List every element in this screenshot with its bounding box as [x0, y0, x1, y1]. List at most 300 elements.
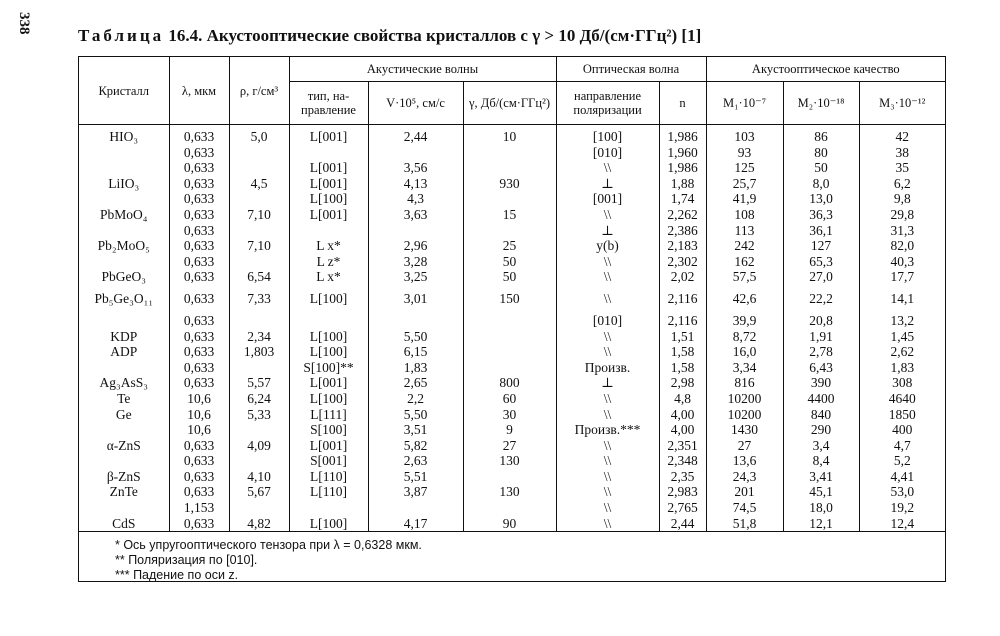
cell-refractive-index: 4,00: [659, 407, 706, 423]
cell-density: 4,10: [229, 469, 289, 485]
cell-m1: 103: [706, 125, 783, 145]
cell-velocity: 5,50: [368, 407, 463, 423]
cell-m2: 3,41: [783, 469, 859, 485]
cell-crystal: KDP: [110, 328, 138, 344]
cell-gamma: 10: [463, 125, 556, 145]
cell-density: [229, 422, 289, 438]
cell-gamma: [463, 160, 556, 176]
cell-m2: 2,78: [783, 344, 859, 360]
cell-polarization: \\: [556, 469, 659, 485]
cell-m1: 93: [706, 145, 783, 161]
cell-crystal: Pb₅Ge₃O₁₁: [94, 290, 154, 306]
cell-lambda: 0,633: [169, 360, 229, 376]
cell-density: 7,33: [229, 285, 289, 313]
cell-lambda: 10,6: [169, 422, 229, 438]
cell-velocity: 5,50: [368, 329, 463, 345]
cell-refractive-index: 2,116: [659, 313, 706, 329]
cell-velocity: 3,51: [368, 422, 463, 438]
cell-gamma: 930: [463, 176, 556, 192]
cell-m3: 42: [859, 125, 945, 145]
cell-m2: 50: [783, 160, 859, 176]
cell-m3: 4,7: [859, 438, 945, 454]
cell-crystal: LiIO₃: [108, 175, 140, 191]
cell-m3: 4640: [859, 391, 945, 407]
cell-gamma: 150: [463, 285, 556, 313]
cell-m1: 1430: [706, 422, 783, 438]
cell-wave-type: L[001]: [289, 375, 368, 391]
cell-m1: 27: [706, 438, 783, 454]
cell-m3: 1,83: [859, 360, 945, 376]
cell-refractive-index: 1,88: [659, 176, 706, 192]
cell-wave-type: S[100]: [289, 422, 368, 438]
cell-gamma: [463, 360, 556, 376]
cell-gamma: [463, 500, 556, 516]
cell-gamma: 30: [463, 407, 556, 423]
cell-gamma: [463, 313, 556, 329]
cell-m2: 65,3: [783, 254, 859, 270]
header-acoustic-waves: Акустические волны: [289, 57, 556, 82]
cell-lambda: 0,633: [169, 453, 229, 469]
table-row: [79, 207, 945, 223]
cell-gamma: [463, 469, 556, 485]
cell-m2: 80: [783, 145, 859, 161]
cell-lambda: 0,633: [169, 223, 229, 239]
cell-m3: 9,8: [859, 191, 945, 207]
cell-refractive-index: 1,51: [659, 329, 706, 345]
cell-density: [229, 313, 289, 329]
cell-density: [229, 160, 289, 176]
cell-m1: 42,6: [706, 285, 783, 313]
cell-wave-type: L[001]: [289, 438, 368, 454]
cell-m3: 38: [859, 145, 945, 161]
cell-gamma: 50: [463, 269, 556, 285]
cell-density: 4,82: [229, 516, 289, 532]
cell-gamma: 27: [463, 438, 556, 454]
cell-velocity: 2,63: [368, 453, 463, 469]
cell-crystal: [79, 254, 169, 270]
cell-wave-type: L[100]: [289, 391, 368, 407]
table-row: [79, 500, 945, 516]
header-polarization: направление поляризации: [556, 82, 659, 125]
cell-refractive-index: 4,00: [659, 422, 706, 438]
table-row: [79, 469, 945, 485]
cell-velocity: 3,01: [368, 285, 463, 313]
cell-refractive-index: 1,986: [659, 125, 706, 145]
cell-gamma: 60: [463, 391, 556, 407]
cell-lambda: 0,633: [169, 285, 229, 313]
cell-refractive-index: 1,960: [659, 145, 706, 161]
cell-wave-type: L[100]: [289, 516, 368, 532]
cell-velocity: 3,87: [368, 484, 463, 500]
cell-polarization: ⊥: [556, 223, 659, 239]
cell-velocity: 3,56: [368, 160, 463, 176]
cell-m2: 840: [783, 407, 859, 423]
table-row: [79, 329, 945, 345]
cell-wave-type: L[100]: [289, 344, 368, 360]
cell-density: [229, 360, 289, 376]
cell-m1: 162: [706, 254, 783, 270]
cell-wave-type: L[100]: [289, 191, 368, 207]
table-row: [79, 191, 945, 207]
cell-m2: 127: [783, 238, 859, 254]
cell-polarization: \\: [556, 500, 659, 516]
cell-m3: 1,45: [859, 329, 945, 345]
cell-lambda: 0,633: [169, 344, 229, 360]
cell-m3: 1850: [859, 407, 945, 423]
cell-crystal: CdS: [112, 515, 136, 531]
cell-m1: 242: [706, 238, 783, 254]
cell-m1: 201: [706, 484, 783, 500]
cell-m3: 31,3: [859, 223, 945, 239]
cell-polarization: \\: [556, 160, 659, 176]
cell-m2: 8,4: [783, 453, 859, 469]
cell-refractive-index: 2,765: [659, 500, 706, 516]
cell-wave-type: S[001]: [289, 453, 368, 469]
cell-m3: 14,1: [859, 285, 945, 313]
table-row: [79, 391, 945, 407]
cell-m3: 6,2: [859, 176, 945, 192]
cell-wave-type: L[111]: [289, 407, 368, 423]
cell-m1: 816: [706, 375, 783, 391]
cell-wave-type: L[001]: [289, 207, 368, 223]
cell-polarization: \\: [556, 285, 659, 313]
cell-gamma: [463, 145, 556, 161]
cell-velocity: 5,82: [368, 438, 463, 454]
cell-m1: 39,9: [706, 313, 783, 329]
cell-m1: 13,6: [706, 453, 783, 469]
footnotes: [79, 531, 945, 583]
cell-density: [229, 223, 289, 239]
cell-gamma: [463, 344, 556, 360]
cell-lambda: 0,633: [169, 516, 229, 532]
header-m3: M₃·10⁻¹²: [859, 82, 945, 125]
cell-crystal: HIO₃: [109, 129, 139, 144]
cell-m1: 74,5: [706, 500, 783, 516]
cell-refractive-index: 1,986: [659, 160, 706, 176]
table-row: [79, 422, 945, 438]
header-lambda: λ, мкм: [169, 57, 229, 125]
cell-velocity: 2,65: [368, 375, 463, 391]
cell-crystal: Te: [117, 390, 131, 406]
footnote-2: ** Поляризация по [010].: [115, 553, 258, 568]
cell-polarization: \\: [556, 329, 659, 345]
cell-polarization: \\: [556, 344, 659, 360]
cell-m2: 86: [783, 125, 859, 145]
cell-lambda: 0,633: [169, 125, 229, 145]
cell-lambda: 0,633: [169, 145, 229, 161]
cell-lambda: 0,633: [169, 254, 229, 270]
cell-velocity: 1,83: [368, 360, 463, 376]
cell-wave-type: L z*: [289, 254, 368, 270]
cell-wave-type: L[100]: [289, 329, 368, 345]
cell-density: 5,57: [229, 375, 289, 391]
cell-crystal: Pb₂MoO₅: [97, 238, 150, 254]
header-type-direction: тип, на-правление: [289, 82, 368, 125]
table-row: [79, 407, 945, 423]
cell-lambda: 0,633: [169, 160, 229, 176]
cell-wave-type: [289, 500, 368, 516]
cell-m3: 12,4: [859, 516, 945, 532]
cell-m2: 390: [783, 375, 859, 391]
cell-m2: 8,0: [783, 176, 859, 192]
cell-lambda: 0,633: [169, 191, 229, 207]
cell-density: [229, 254, 289, 270]
cell-lambda: 0,633: [169, 484, 229, 500]
cell-refractive-index: 2,351: [659, 438, 706, 454]
table-row: [79, 375, 945, 391]
cell-lambda: 0,633: [169, 207, 229, 223]
cell-velocity: 3,28: [368, 254, 463, 270]
cell-m3: 82,0: [859, 238, 945, 254]
cell-velocity: [368, 223, 463, 239]
cell-crystal: [79, 313, 169, 329]
cell-wave-type: L x*: [289, 238, 368, 254]
cell-polarization: ⊥: [556, 176, 659, 192]
cell-refractive-index: 2,262: [659, 207, 706, 223]
cell-refractive-index: 2,983: [659, 484, 706, 500]
cell-density: [229, 191, 289, 207]
cell-crystal: β-ZnS: [106, 468, 141, 484]
cell-wave-type: [289, 145, 368, 161]
cell-m2: 36,1: [783, 223, 859, 239]
cell-lambda: 0,633: [169, 438, 229, 454]
cell-refractive-index: 2,302: [659, 254, 706, 270]
cell-m3: 40,3: [859, 254, 945, 270]
cell-gamma: 50: [463, 254, 556, 270]
cell-crystal: PbGeO₃: [101, 269, 146, 285]
cell-density: [229, 145, 289, 161]
cell-velocity: 6,15: [368, 344, 463, 360]
cell-wave-type: L[001]: [289, 160, 368, 176]
cell-refractive-index: 4,8: [659, 391, 706, 407]
cell-lambda: 1,153: [169, 500, 229, 516]
header-refractive-index: n: [659, 82, 706, 125]
cell-velocity: 4,17: [368, 516, 463, 532]
cell-density: 7,10: [229, 238, 289, 254]
table-row: [79, 125, 945, 145]
cell-refractive-index: 2,02: [659, 269, 706, 285]
cell-velocity: [368, 145, 463, 161]
cell-polarization: \\: [556, 254, 659, 270]
cell-gamma: [463, 191, 556, 207]
cell-crystal: [79, 453, 169, 469]
cell-m1: 125: [706, 160, 783, 176]
cell-m1: 8,72: [706, 329, 783, 345]
cell-m3: 53,0: [859, 484, 945, 500]
cell-m1: 24,3: [706, 469, 783, 485]
cell-polarization: \\: [556, 391, 659, 407]
table-row: [79, 223, 945, 239]
table-row: [79, 285, 945, 313]
cell-lambda: 0,633: [169, 238, 229, 254]
cell-polarization: Произв.: [556, 360, 659, 376]
cell-polarization: [001]: [556, 191, 659, 207]
header-crystal: Кристалл: [79, 57, 169, 125]
cell-refractive-index: 2,44: [659, 516, 706, 532]
cell-velocity: 3,63: [368, 207, 463, 223]
cell-density: 2,34: [229, 329, 289, 345]
table-row: [79, 254, 945, 270]
cell-velocity: [368, 500, 463, 516]
cell-gamma: 9: [463, 422, 556, 438]
cell-m3: 35: [859, 160, 945, 176]
cell-refractive-index: 2,386: [659, 223, 706, 239]
header-ao-quality: Акустооптическое качество: [706, 57, 945, 82]
page-number: 338: [16, 12, 32, 35]
cell-density: 6,24: [229, 391, 289, 407]
cell-polarization: \\: [556, 207, 659, 223]
cell-crystal: Ge: [115, 406, 132, 422]
cell-crystal: [79, 191, 169, 207]
cell-crystal: [79, 360, 169, 376]
table-row: [79, 484, 945, 500]
cell-refractive-index: 2,348: [659, 453, 706, 469]
caption-lead: Таблица: [78, 26, 165, 45]
table-row: [79, 516, 945, 532]
cell-m2: 45,1: [783, 484, 859, 500]
header-m2: M₂·10⁻¹⁸: [783, 82, 859, 125]
cell-polarization: Произв.***: [556, 422, 659, 438]
cell-polarization: \\: [556, 438, 659, 454]
cell-m1: 10200: [706, 407, 783, 423]
cell-refractive-index: 1,74: [659, 191, 706, 207]
table-row: [79, 238, 945, 254]
cell-crystal: PbMoO₄: [100, 206, 148, 222]
cell-m1: 16,0: [706, 344, 783, 360]
cell-m2: 290: [783, 422, 859, 438]
cell-m2: 1,91: [783, 329, 859, 345]
cell-m2: 36,3: [783, 207, 859, 223]
cell-m1: 41,9: [706, 191, 783, 207]
cell-wave-type: L[110]: [289, 469, 368, 485]
cell-velocity: 2,2: [368, 391, 463, 407]
cell-gamma: 15: [463, 207, 556, 223]
cell-polarization: [010]: [556, 145, 659, 161]
cell-density: 4,09: [229, 438, 289, 454]
cell-refractive-index: 1,58: [659, 360, 706, 376]
table-row: [79, 360, 945, 376]
cell-m2: 13,0: [783, 191, 859, 207]
cell-refractive-index: 2,35: [659, 469, 706, 485]
cell-crystal: Ag₃AsS₃: [99, 375, 148, 391]
cell-refractive-index: 2,183: [659, 238, 706, 254]
header-gamma: γ, Дб/(см·ГГц²): [463, 82, 556, 125]
footnote-3: *** Падение по оси z.: [115, 568, 239, 583]
cell-polarization: ⊥: [556, 375, 659, 391]
cell-m1: 25,7: [706, 176, 783, 192]
cell-density: [229, 453, 289, 469]
cell-lambda: 0,633: [169, 176, 229, 192]
cell-m3: 13,2: [859, 313, 945, 329]
table-row: [79, 344, 945, 360]
cell-wave-type: [289, 313, 368, 329]
data-table: [79, 57, 945, 531]
cell-gamma: 130: [463, 453, 556, 469]
table-row: [79, 160, 945, 176]
cell-m1: 3,34: [706, 360, 783, 376]
cell-m2: 12,1: [783, 516, 859, 532]
cell-m2: 3,4: [783, 438, 859, 454]
cell-m3: 5,2: [859, 453, 945, 469]
header-m1: M₁·10⁻⁷: [706, 82, 783, 125]
cell-m3: 308: [859, 375, 945, 391]
cell-refractive-index: 2,98: [659, 375, 706, 391]
cell-lambda: 0,633: [169, 375, 229, 391]
cell-velocity: 3,25: [368, 269, 463, 285]
cell-crystal: ZnTe: [109, 484, 138, 500]
cell-crystal: [79, 223, 169, 239]
cell-m3: 29,8: [859, 207, 945, 223]
table-row: [79, 176, 945, 192]
cell-m3: 2,62: [859, 344, 945, 360]
cell-lambda: 0,633: [169, 329, 229, 345]
cell-velocity: 2,96: [368, 238, 463, 254]
cell-polarization: \\: [556, 453, 659, 469]
cell-m3: 17,7: [859, 269, 945, 285]
cell-wave-type: [289, 223, 368, 239]
header-velocity: V·10⁵, см/с: [368, 82, 463, 125]
table-caption: [78, 26, 701, 46]
cell-m3: 4,41: [859, 469, 945, 485]
cell-gamma: [463, 223, 556, 239]
cell-wave-type: L[001]: [289, 125, 368, 145]
cell-crystal: [79, 145, 169, 161]
cell-velocity: 2,44: [368, 125, 463, 145]
cell-density: 7,10: [229, 207, 289, 223]
cell-polarization: \\: [556, 484, 659, 500]
cell-crystal: α-ZnS: [106, 437, 141, 453]
cell-polarization: \\: [556, 516, 659, 532]
cell-wave-type: L[001]: [289, 176, 368, 192]
header-optical-wave: Оптическая волна: [556, 57, 706, 82]
cell-density: 4,5: [229, 176, 289, 192]
cell-gamma: 130: [463, 484, 556, 500]
cell-polarization: [010]: [556, 313, 659, 329]
cell-m2: 20,8: [783, 313, 859, 329]
cell-density: 6,54: [229, 269, 289, 285]
cell-lambda: 0,633: [169, 269, 229, 285]
cell-lambda: 0,633: [169, 313, 229, 329]
cell-velocity: [368, 313, 463, 329]
cell-lambda: 0,633: [169, 469, 229, 485]
cell-lambda: 10,6: [169, 391, 229, 407]
header-density: ρ, г/см³: [229, 57, 289, 125]
cell-crystal: ADP: [110, 344, 138, 360]
cell-velocity: 4,13: [368, 176, 463, 192]
cell-lambda: 10,6: [169, 407, 229, 423]
cell-crystal: [79, 160, 169, 176]
table-row: [79, 453, 945, 469]
cell-m3: 19,2: [859, 500, 945, 516]
cell-density: 5,67: [229, 484, 289, 500]
cell-density: 5,0: [229, 125, 289, 145]
cell-m2: 6,43: [783, 360, 859, 376]
table-row: [79, 313, 945, 329]
cell-wave-type: L x*: [289, 269, 368, 285]
cell-polarization: \\: [556, 407, 659, 423]
cell-gamma: 90: [463, 516, 556, 532]
cell-m1: 108: [706, 207, 783, 223]
cell-wave-type: L[100]: [289, 285, 368, 313]
cell-refractive-index: 2,116: [659, 285, 706, 313]
cell-gamma: 25: [463, 238, 556, 254]
cell-m2: 22,2: [783, 285, 859, 313]
cell-refractive-index: 1,58: [659, 344, 706, 360]
cell-m2: 18,0: [783, 500, 859, 516]
cell-m3: 400: [859, 422, 945, 438]
table-row: [79, 145, 945, 161]
cell-m1: 113: [706, 223, 783, 239]
